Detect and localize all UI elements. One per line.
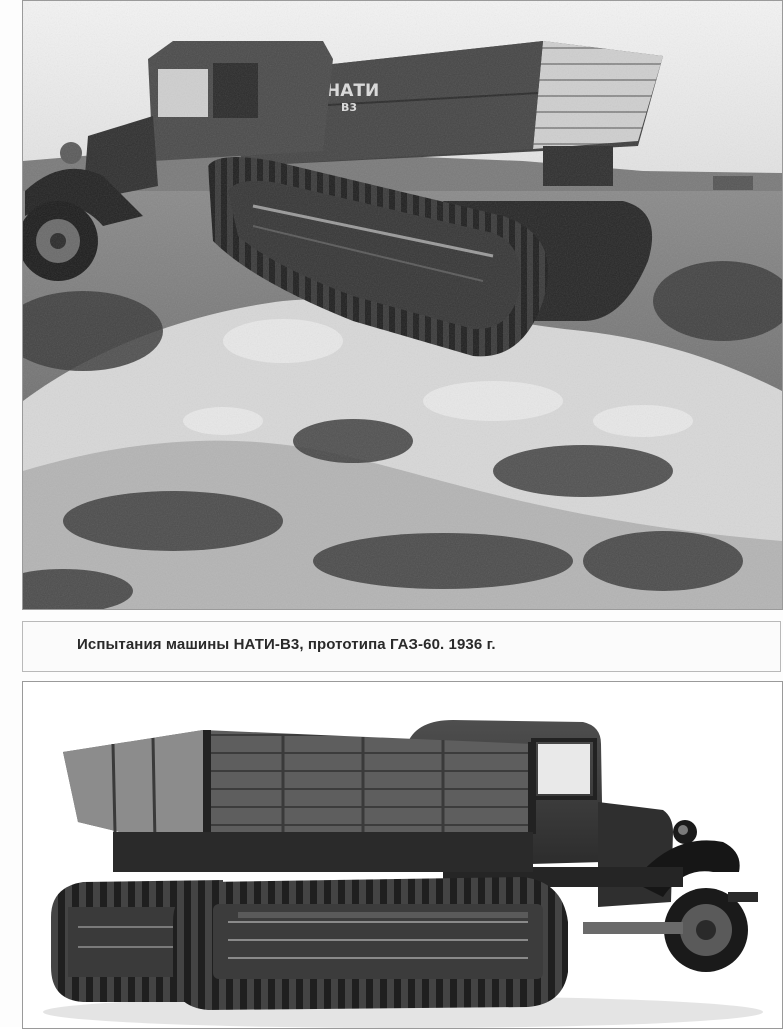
top-photo-illustration <box>23 1 782 609</box>
top-photo <box>22 0 783 610</box>
caption-box <box>22 621 781 672</box>
cab-window <box>538 744 590 794</box>
bottom-photo-illustration <box>23 682 782 1028</box>
bottom-photo <box>22 681 783 1029</box>
photo-caption: Испытания машины НАТИ-В3, прототипа ГАЗ-60. 1936 г. <box>77 636 496 653</box>
